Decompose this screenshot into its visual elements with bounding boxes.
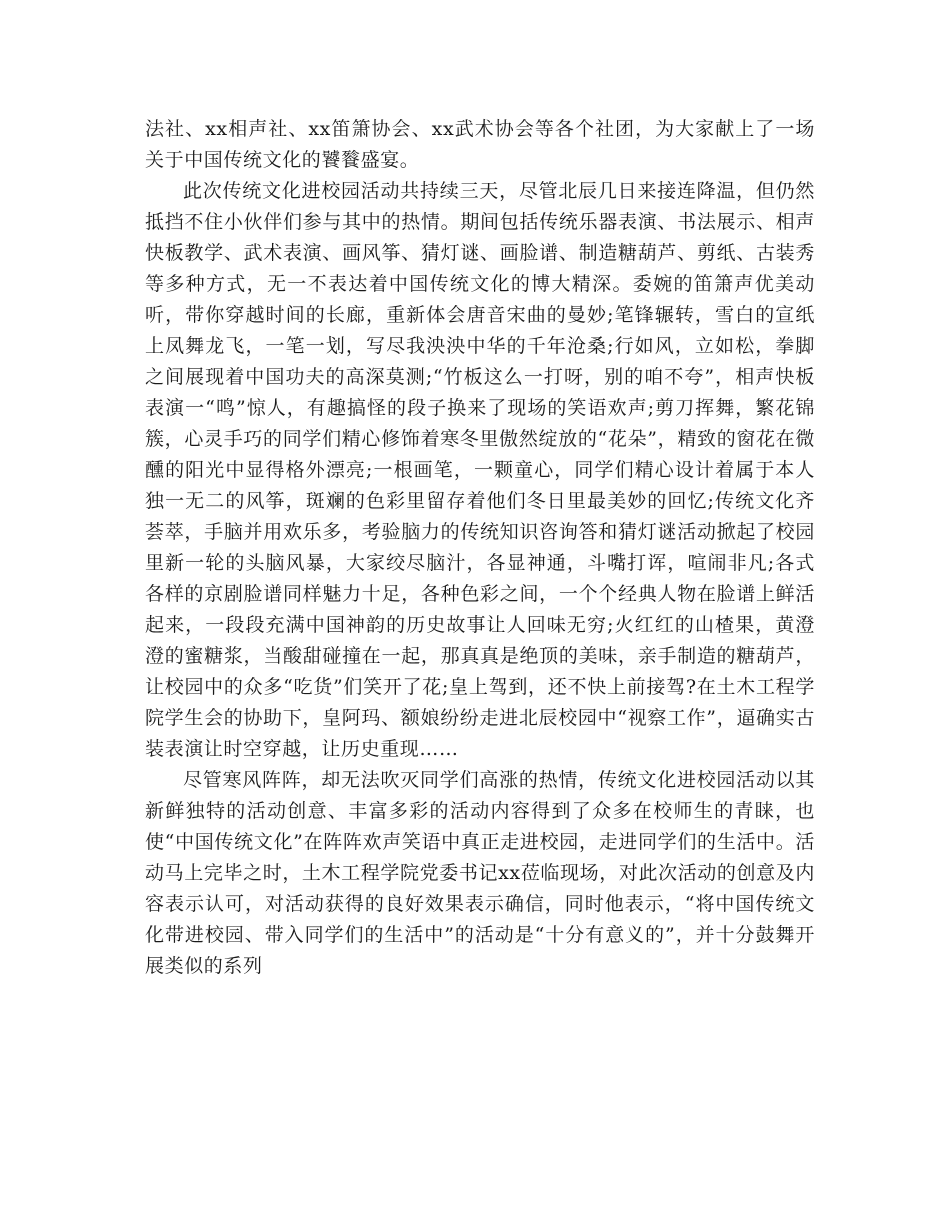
document-body (145, 114, 815, 982)
paragraph-2: 此次传统文化进校园活动共持续三天，尽管北辰几日来接连降温，但仍然抵挡不住小伙伴们参与其中的热情。期间包括传统乐器表演、书法展示、相声快板教学、武术表演、画风筝、猜灯谜、画脸谱、制造糖葫芦、剪纸、古装秀等多种方式，无一不表达着中国传统文化的博大精深。委婉的笛箫声优美动听，带你穿越时间的长廊，重新体会唐音宋曲的曼妙;笔锋辗转，雪白的宣纸上凤舞龙飞，一笔一划，写尽我泱泱中华的千年沧桑;行如风，立如松，拳脚之间展现着中国功夫的高深莫测;“竹板这么一打呀，别的咱不夸”，相声快板表演一“鸣”惊人，有趣搞怪的段子换来了现场的笑语欢声;剪刀挥舞，繁花锦簇，心灵手巧的同学们精心修饰着寒冬里傲然绽放的“花朵”，精致的窗花在微醺的阳光中显得格外漂亮;一根画笔，一颗童心，同学们精心设计着属于本人独一无二的风筝，斑斓的色彩里留存着他们冬日里最美妙的回忆;传统文化齐荟萃，手脑并用欢乐多，考验脑力的传统知识咨询答和猜灯谜活动掀起了校园里新一轮的头脑风暴，大家绞尽脑汁，各显神通，斗嘴打诨，喧闹非凡;各式各样的京剧脸谱同样魅力十足，各种色彩之间，一个个经典人物在脸谱上鲜活起来，一段段充满中国神韵的历史故事让人回味无穷;火红红的山楂果，黄澄澄的蜜糖浆，当酸甜碰撞在一起，那真真是绝顶的美味，亲手制造的糖葫芦，让校园中的众多“吃货”们笑开了花;皇上驾到，还不快上前接驾?在土木工程学院学生会的协助下，皇阿玛、额娘纷纷走进北辰校园中“视察工作”，逼确实古装表演让时空穿越，让历史重现…… (145, 180, 815, 760)
paragraph-3: 尽管寒风阵阵，却无法吹灭同学们高涨的热情，传统文化进校园活动以其新鲜独特的活动创意、丰富多彩的活动内容得到了众多在校师生的青睐，也使“中国传统文化”在阵阵欢声笑语中真正走进校园，走进同学们的生活中。活动马上完毕之时，土木工程学院党委书记xx莅临现场，对此次活动的创意及内容表示认可，对活动获得的良好效果表示确信，同时他表示，“将中国传统文化带进校园、带入同学们的生活中”的活动是“十分有意义的”，并十分鼓舞开展类似的系列 (145, 769, 815, 977)
paragraph-1: 法社、xx相声社、xx笛箫协会、xx武术协会等各个社团，为大家献上了一场关于中国传统文化的饕餮盛宴。 (145, 118, 815, 171)
